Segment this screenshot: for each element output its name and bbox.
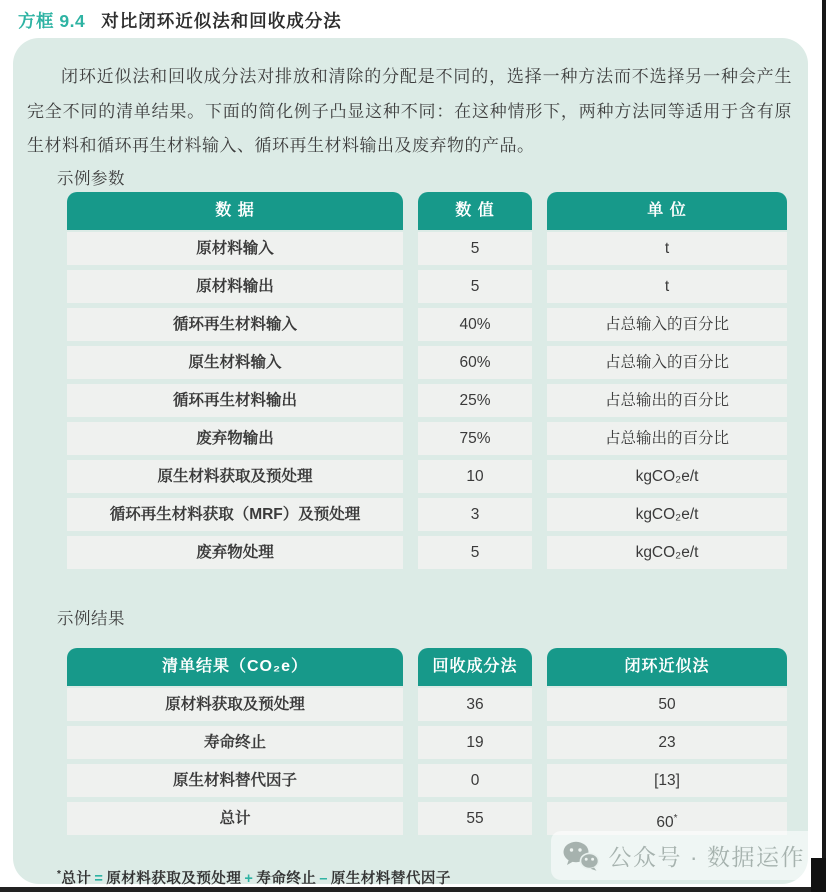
params-header-unit: 单 位 bbox=[547, 192, 787, 230]
table-row bbox=[67, 346, 787, 379]
param-unit: 占总输出的百分比 bbox=[547, 422, 787, 455]
param-value: 25% bbox=[418, 384, 532, 417]
result-value: 50 bbox=[547, 688, 787, 721]
intro-paragraph: 闭环近似法和回收成分法对排放和清除的分配是不同的，选择一种方法而不选择另一种会产生完全不同的清单结果。下面的简化例子凸显这种不同：在这种情形下，两种方法同等适用于含有原生材料和循环再生材料输入、循环再生材料输出及废弃物的产品。 bbox=[27, 67, 792, 155]
param-unit: 占总输出的百分比 bbox=[547, 384, 787, 417]
table-row bbox=[67, 498, 787, 531]
param-value: 5 bbox=[418, 536, 532, 569]
watermark bbox=[551, 831, 821, 880]
equals-sign: = bbox=[94, 870, 104, 887]
result-name: 原生材料替代因子 bbox=[67, 764, 403, 797]
result-total-value: 55 bbox=[418, 802, 532, 835]
table-row bbox=[67, 536, 787, 569]
watermark-text: 公众号 · 数据运作 bbox=[608, 844, 805, 870]
result-value: 19 bbox=[418, 726, 532, 759]
result-value: [13] bbox=[547, 764, 787, 797]
param-name: 循环再生材料获取（MRF）及预处理 bbox=[67, 498, 403, 531]
table-row bbox=[67, 384, 787, 417]
param-name: 原生材料获取及预处理 bbox=[67, 460, 403, 493]
param-unit: 占总输入的百分比 bbox=[547, 308, 787, 341]
result-total-value bbox=[547, 802, 787, 835]
content-panel bbox=[13, 38, 808, 887]
param-unit: kgCO₂e/t bbox=[547, 460, 787, 493]
scan-edge-corner bbox=[811, 858, 826, 892]
footnote-marker: * bbox=[57, 868, 62, 880]
results-header-recycled-content: 回收成分法 bbox=[418, 648, 532, 686]
table-row bbox=[67, 308, 787, 341]
param-name: 原材料输入 bbox=[67, 232, 403, 265]
result-value: 0 bbox=[418, 764, 532, 797]
param-name: 原生材料输入 bbox=[67, 346, 403, 379]
footnote-part3: 原生材料替代因子 bbox=[330, 870, 451, 887]
box-title: 对比闭环近似法和回收成分法 bbox=[101, 11, 342, 31]
table-row bbox=[67, 460, 787, 493]
param-unit: t bbox=[547, 270, 787, 303]
param-value: 3 bbox=[418, 498, 532, 531]
params-header-data: 数 据 bbox=[67, 192, 403, 230]
param-value: 5 bbox=[418, 270, 532, 303]
table-row bbox=[67, 688, 787, 721]
results-section-label: 示例结果 bbox=[57, 609, 125, 628]
plus-sign: + bbox=[244, 870, 254, 887]
param-unit: kgCO₂e/t bbox=[547, 536, 787, 569]
footnote-part1: 原材料获取及预处理 bbox=[106, 870, 242, 887]
wechat-icon bbox=[563, 841, 599, 871]
scan-edge-bottom bbox=[0, 887, 826, 892]
param-unit: kgCO₂e/t bbox=[547, 498, 787, 531]
result-value: 23 bbox=[547, 726, 787, 759]
params-table bbox=[67, 192, 787, 569]
scan-edge-right bbox=[822, 0, 826, 892]
param-name: 原材料输出 bbox=[67, 270, 403, 303]
result-name: 原材料获取及预处理 bbox=[67, 688, 403, 721]
param-value: 40% bbox=[418, 308, 532, 341]
results-table-header-row bbox=[67, 648, 787, 686]
wechat-icon-svg bbox=[563, 841, 599, 871]
table-row-total bbox=[67, 802, 787, 835]
params-header-value: 数 值 bbox=[418, 192, 532, 230]
table-row bbox=[67, 422, 787, 455]
result-total-label: 总计 bbox=[67, 802, 403, 835]
box-heading bbox=[18, 8, 342, 33]
param-name: 循环再生材料输入 bbox=[67, 308, 403, 341]
param-name: 循环再生材料输出 bbox=[67, 384, 403, 417]
param-name: 废弃物处理 bbox=[67, 536, 403, 569]
footnote-part2: 寿命终止 bbox=[256, 870, 317, 887]
param-value: 10 bbox=[418, 460, 532, 493]
results-table bbox=[67, 648, 787, 835]
table-row bbox=[67, 764, 787, 797]
box-number-label: 方框 9.4 bbox=[18, 11, 86, 31]
footnote-term: 总计 bbox=[61, 870, 92, 887]
total-note-marker: * bbox=[673, 812, 678, 824]
result-value: 36 bbox=[418, 688, 532, 721]
params-section-label: 示例参数 bbox=[57, 169, 125, 188]
minus-sign: – bbox=[319, 870, 328, 887]
param-name: 废弃物输出 bbox=[67, 422, 403, 455]
param-value: 60% bbox=[418, 346, 532, 379]
results-header-closed-loop: 闭环近似法 bbox=[547, 648, 787, 686]
result-name: 寿命终止 bbox=[67, 726, 403, 759]
results-header-inventory: 清单结果（CO₂e） bbox=[67, 648, 403, 686]
table-row bbox=[67, 726, 787, 759]
param-value: 75% bbox=[418, 422, 532, 455]
table-row bbox=[67, 270, 787, 303]
table-row bbox=[67, 232, 787, 265]
total-number: 60 bbox=[656, 813, 674, 831]
params-table-header-row bbox=[67, 192, 787, 230]
param-value: 5 bbox=[418, 232, 532, 265]
param-unit: 占总输入的百分比 bbox=[547, 346, 787, 379]
param-unit: t bbox=[547, 232, 787, 265]
